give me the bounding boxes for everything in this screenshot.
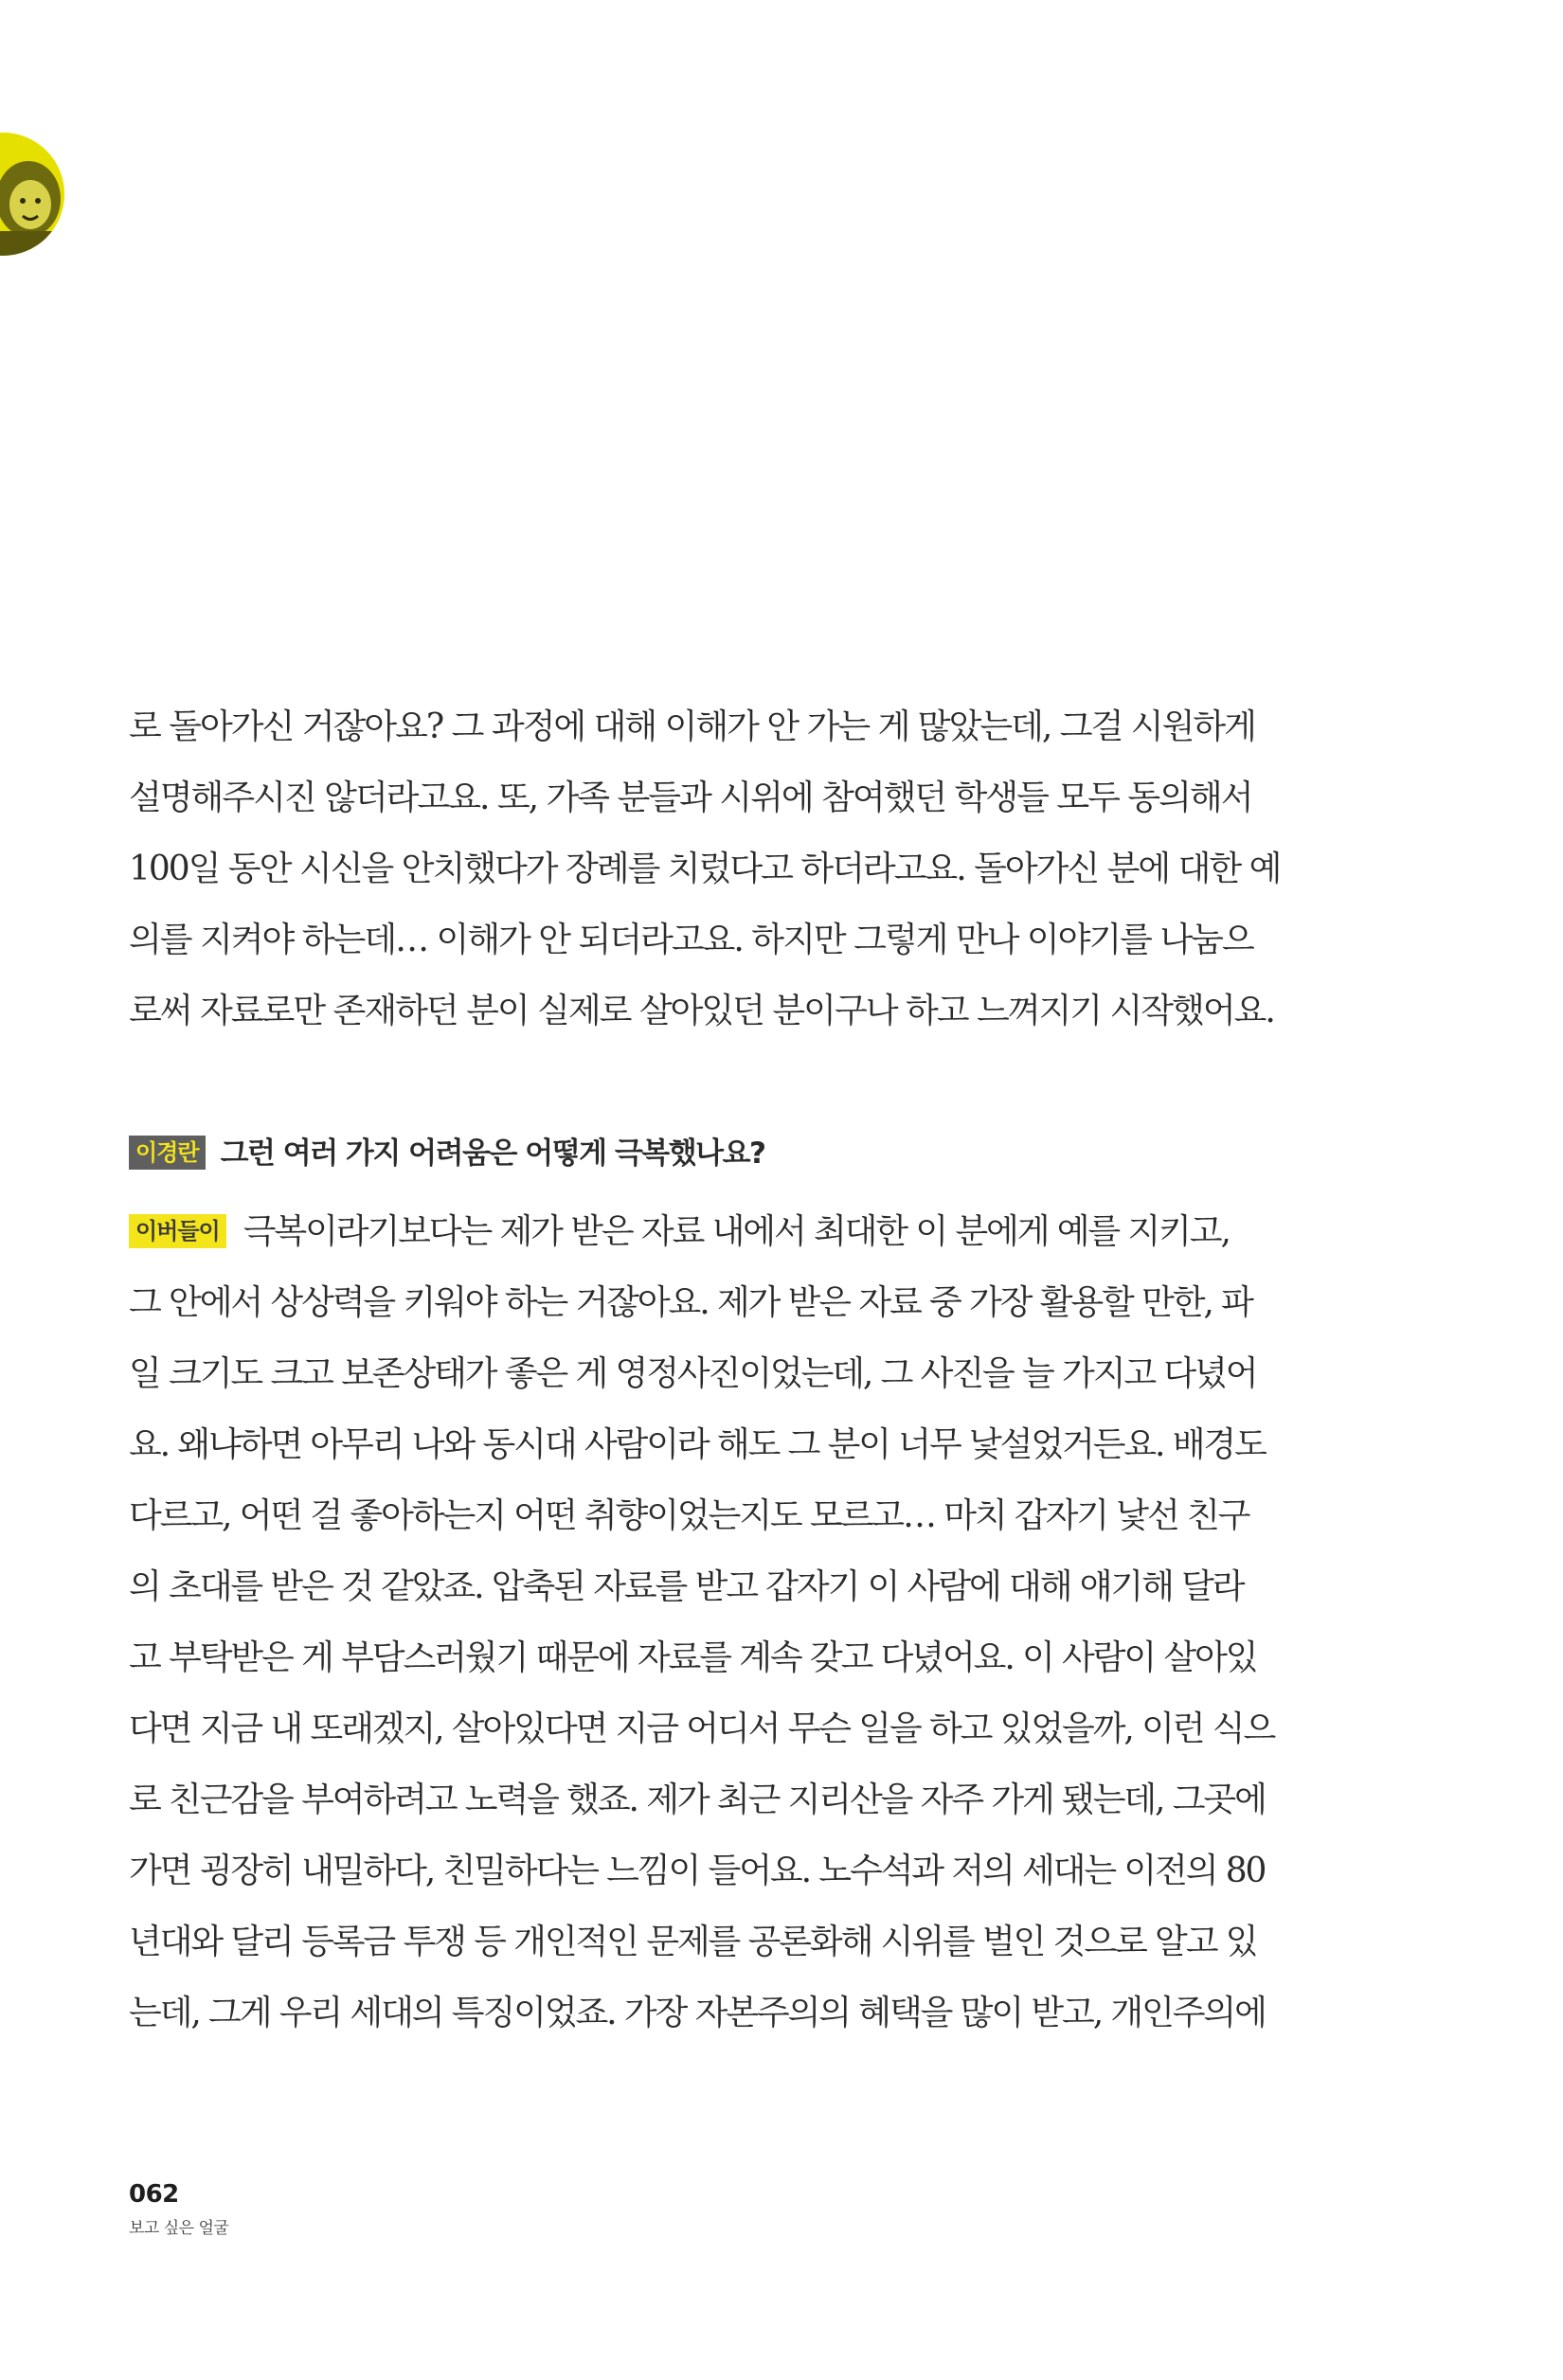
text-line: 의 초대를 받은 것 같았죠. 압축된 자료를 받고 갑자기 이 사람에 대해 얘기해 달라 (129, 1567, 1244, 1606)
text-line: 다면 지금 내 또래겠지, 살아있다면 지금 어디서 무슨 일을 하고 있었을까, 이런 식으 (129, 1709, 1275, 1748)
interviewee-tag: 이버들이 (129, 1214, 226, 1248)
interview-answer (129, 1196, 1275, 2049)
interview-question (129, 1127, 1211, 1180)
page-footer (129, 2180, 228, 2238)
answer-first-line (129, 1196, 1230, 1267)
text-line: 고 부탁받은 게 부담스러웠기 때문에 자료를 계속 갖고 다녔어요. 이 사람이 살아있 (129, 1638, 1257, 1677)
text-line: 가면 굉장히 내밀하다, 친밀하다는 느낌이 들어요. 노수석과 저의 세대는 이전의 80 (129, 1852, 1266, 1890)
text-line: 로써 자료로만 존재하던 분이 실제로 살아있던 분이구나 하고 느껴지기 시작했어요. (129, 992, 1274, 1030)
text-line: 요. 왜냐하면 아무리 나와 동시대 사람이라 해도 그 분이 너무 낯설었거든요. 배경도 (129, 1425, 1266, 1464)
text-line: 그 안에서 상상력을 키워야 하는 거잖아요. 제가 받은 자료 중 가장 활용할 만한, 파 (129, 1283, 1252, 1322)
page-number: 062 (129, 2180, 179, 2209)
text-line: 설명해주시진 않더라고요. 또, 가족 분들과 시위에 참여했던 학생들 모두 동의해서 (129, 778, 1252, 817)
portrait-image (0, 133, 64, 256)
text-line: 로 친근감을 부여하려고 노력을 했죠. 제가 최근 지리산을 자주 가게 됐는데, 그곳에 (129, 1781, 1266, 1819)
portrait-thumbnail (0, 133, 64, 256)
text-line: 의를 지켜야 하는데… 이해가 안 되더라고요. 하지만 그렇게 만나 이야기를 나눔으 (129, 921, 1253, 959)
text-line: 로 돌아가신 거잖아요? 그 과정에 대해 이해가 안 가는 게 많았는데, 그걸 시원하게 (129, 707, 1255, 746)
answer-first-line-text: 극복이라기보다는 제가 받은 자료 내에서 최대한 이 분에게 예를 지키고, (243, 1212, 1230, 1251)
text-line: 일 크기도 크고 보존상태가 좋은 게 영정사진이었는데, 그 사진을 늘 가지고 다녔어 (129, 1354, 1257, 1393)
text-line: 100일 동안 시신을 안치했다가 장례를 치렀다고 하더라고요. 돌아가신 분에 대한 예 (129, 850, 1281, 888)
running-title: 보고 싶은 얼굴 (129, 2219, 229, 2238)
text-line: 년대와 달리 등록금 투쟁 등 개인적인 문제를 공론화해 시위를 벌인 것으로 알고 있 (129, 1923, 1257, 1961)
interviewer-tag: 이경란 (129, 1136, 206, 1170)
text-line: 는데, 그게 우리 세대의 특징이었죠. 가장 자본주의의 혜택을 많이 받고, 개인주의에 (129, 1994, 1266, 2032)
question-text: 그런 여러 가지 어려움은 어떻게 극복했나요? (220, 1136, 765, 1171)
text-line: 다르고, 어떤 걸 좋아하는지 어떤 취향이었는지도 모르고… 마치 갑자기 낯선 친구 (129, 1496, 1249, 1535)
interview-paragraph-1 (129, 691, 1281, 1047)
